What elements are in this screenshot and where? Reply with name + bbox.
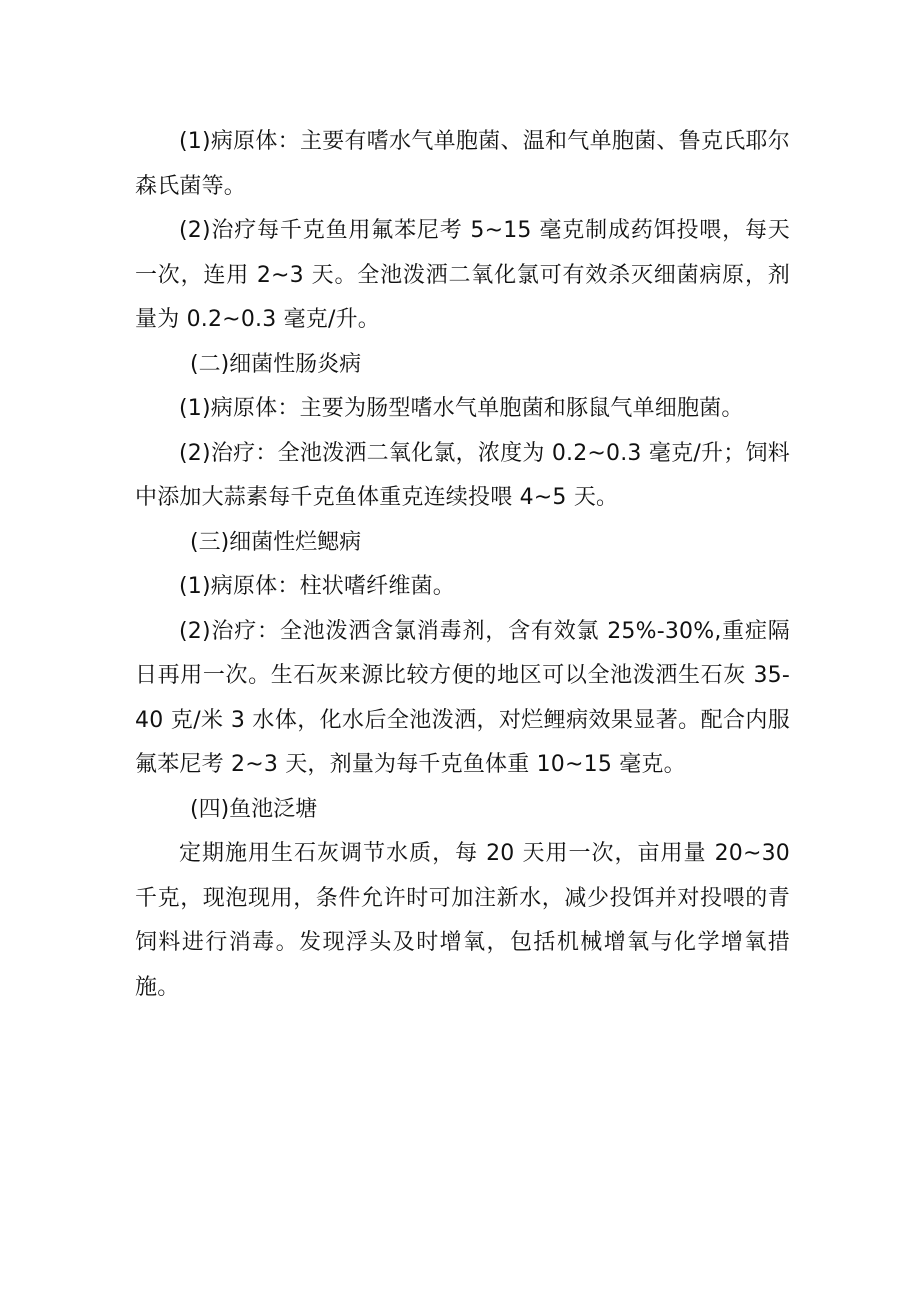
pathogen-paragraph-2: (1)病原体：主要为肠型嗜水气单胞菌和豚鼠气单细胞菌。 — [179, 396, 744, 421]
treatment-paragraph-2: (2)治疗：全池泼洒二氧化氯，浓度为 0.2~0.3 毫克/升；饲料中添加大蒜素每千克鱼体重克连续投喂 4~5 天。 — [135, 440, 790, 510]
pathogen-paragraph-1: (1)病原体：主要有嗜水气单胞菌、温和气单胞菌、鲁克氏耶尔森氏菌等。 — [135, 129, 790, 199]
section-heading-pond-flooding: (四)鱼池泛塘 — [190, 796, 318, 822]
treatment-paragraph-1: (2)治疗每千克鱼用氟苯尼考 5~15 毫克制成药饵投喂，每天一次，连用 2~3 天。全池泼洒二氧化氯可有效杀灭细菌病原，剂量为 0.2~0.3 毫克/升。 — [135, 218, 790, 332]
pathogen-paragraph-3: (1)病原体：柱状嗜纤维菌。 — [179, 574, 455, 599]
section-heading-enteritis: (二)细菌性肠炎病 — [190, 351, 362, 377]
document-body — [135, 120, 790, 1010]
water-quality-paragraph: 定期施用生石灰调节水质，每 20 天用一次，亩用量 20~30 千克，现泡现用，条件允许时可加注新水，减少投饵并对投喂的青饲料进行消毒。发现浮头及时增氧，包括机械增氧与化学增氧措施。 — [135, 841, 790, 1000]
treatment-paragraph-3: (2)治疗：全池泼洒含氯消毒剂，含有效氯 25%-30%,重症隔日再用一次。生石灰来源比较方便的地区可以全池泼洒生石灰 35-40 克/米 3 水体，化水后全池泼洒，对烂鲤病效果显著。配合内服氟苯尼考 2~3 天，剂量为每千克鱼体重 10~15 毫克。 — [135, 618, 790, 777]
section-heading-gill-rot: (三)细菌性烂鳃病 — [190, 529, 362, 555]
